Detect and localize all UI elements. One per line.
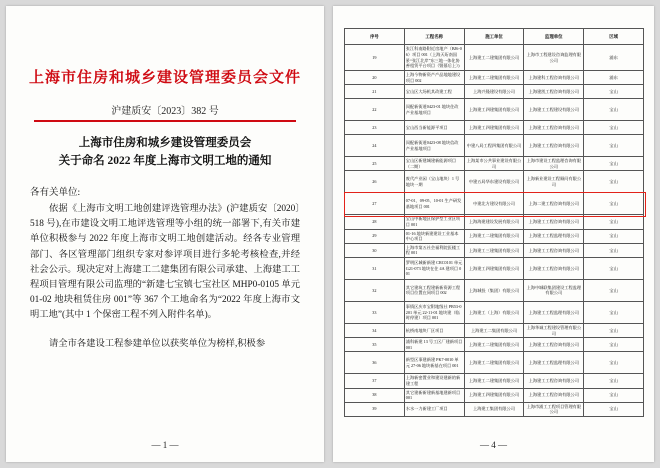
page-title-red: 上海市住房和城乡建设管理委员会文件 bbox=[28, 70, 301, 86]
left-page-number: — 1 — bbox=[151, 440, 179, 450]
cell-project: 其它建新新建新基地建新项目 001 bbox=[404, 388, 464, 402]
cell-district: 宝山 bbox=[584, 215, 644, 229]
cell-supervisor: 上海建工工程咨询有限公司 bbox=[524, 215, 584, 229]
cell-supervisor: 上海建工工程咨询有限公司 bbox=[524, 243, 584, 257]
table-body bbox=[345, 45, 644, 417]
table-row bbox=[345, 229, 644, 243]
table-row bbox=[345, 157, 644, 171]
cell-num: 24 bbox=[345, 135, 405, 157]
document-number: 沪建质安〔2023〕382 号 bbox=[111, 106, 219, 117]
cell-project: 其它建筑工程建新新资源工程项目位置在同项目 002 bbox=[404, 279, 464, 301]
table-row bbox=[345, 193, 644, 215]
cell-supervisor: 上海建工工程监理有限公司 bbox=[524, 229, 584, 243]
cell-supervisor: 上海建工工程监理有限公司 bbox=[524, 352, 584, 374]
table-row bbox=[345, 279, 644, 301]
cell-num: 29 bbox=[345, 229, 405, 243]
cell-num: 26 bbox=[345, 171, 405, 193]
cell-contractor: 上海建工三建集团有限公司 bbox=[464, 243, 524, 257]
cell-project: 宝山中新地区保护型工业区项目 001 bbox=[404, 215, 464, 229]
cell-contractor: 上海某市公共事业建设有限公司 bbox=[464, 157, 524, 171]
cell-num: 39 bbox=[345, 402, 405, 416]
cell-num: 30 bbox=[345, 243, 405, 257]
cell-contractor: 上海建工二建集团有限公司 bbox=[464, 352, 524, 374]
table-row bbox=[345, 257, 644, 279]
cell-project: 新型区事建新建 PK7-0010 单元 27-06 地块新基在项目 001 bbox=[404, 352, 464, 374]
cell-district: 宝山 bbox=[584, 352, 644, 374]
cell-district: 宝山 bbox=[584, 374, 644, 388]
cell-contractor: 中建北方建设有限公司 bbox=[464, 193, 524, 215]
cell-supervisor: 上海建工工程监理有限公司 bbox=[524, 301, 584, 323]
main-title bbox=[6, 134, 324, 170]
cell-contractor: 上海建工四建集团有限公司 bbox=[464, 388, 524, 402]
cell-num: 32 bbox=[345, 279, 405, 301]
cell-project: 罗明区城新新建 CRC0101 单元 G21-073 地块在住 4A 建项目 001 bbox=[404, 257, 464, 279]
cell-supervisor: 上海建凯工程咨询有限公司 bbox=[524, 85, 584, 99]
cell-district: 宝山 bbox=[584, 279, 644, 301]
right-page-number: — 4 — bbox=[480, 440, 507, 450]
cell-project: 上海市第五社会福利院医楼工程 001 bbox=[404, 243, 464, 257]
cell-num: 35 bbox=[345, 338, 405, 352]
cell-supervisor: 上海华诚工程建设管理有限公司 bbox=[524, 323, 584, 337]
cell-contractor: 中建五局华东建设有限公司 bbox=[464, 171, 524, 193]
cell-project: 闵配新街道0423-01 地块住改产业基地项目 bbox=[404, 99, 464, 121]
table-row bbox=[345, 71, 644, 85]
cell-project: 上海今物新资产产品地地建设项目 002 bbox=[404, 71, 464, 85]
table-row bbox=[345, 45, 644, 71]
project-table-wrapper bbox=[344, 28, 644, 417]
table-row bbox=[345, 323, 644, 337]
table-row bbox=[345, 135, 644, 157]
cell-num: 27 bbox=[345, 193, 405, 215]
cell-district: 宝山 bbox=[584, 121, 644, 135]
cell-num: 19 bbox=[345, 45, 405, 71]
cell-num: 22 bbox=[345, 99, 405, 121]
cell-contractor: 上海建工二建集团有限公司 bbox=[464, 45, 524, 71]
cell-supervisor: 上海二建工程咨询有限公司 bbox=[524, 193, 584, 215]
cell-num: 36 bbox=[345, 352, 405, 374]
main-title-line1: 上海市住房和城乡建设管理委员会 bbox=[78, 137, 252, 149]
cell-district: 宝山 bbox=[584, 193, 644, 215]
table-row bbox=[345, 338, 644, 352]
cell-district: 宝山 bbox=[584, 323, 644, 337]
cell-project: 闵配新街道0423-08 地块信改产业基地项目 bbox=[404, 135, 464, 157]
table-row bbox=[345, 301, 644, 323]
cell-project: 上海新密置业和建设建新的新建工程 bbox=[404, 374, 464, 388]
cell-supervisor: 上海市建设工程监理咨询有限公司 bbox=[524, 157, 584, 171]
cell-contractor: 上海兴隆建设有限公司 bbox=[464, 85, 524, 99]
cell-num: 25 bbox=[345, 157, 405, 171]
cell-district: 宝山 bbox=[584, 402, 644, 416]
cell-district: 宝山 bbox=[584, 338, 644, 352]
table-row bbox=[345, 215, 644, 229]
cell-supervisor: 上海新业建设工程顾问有限公司 bbox=[524, 171, 584, 193]
cell-num: 38 bbox=[345, 388, 405, 402]
table-row bbox=[345, 374, 644, 388]
cell-district: 浦东 bbox=[584, 45, 644, 71]
col-header-num: 序号 bbox=[345, 29, 405, 45]
cell-project: 浦科新建 13 号工区厂建新项目 001 bbox=[404, 338, 464, 352]
cell-project: 张江科南路附近房地产（BJ6-06）项目 001（上海天珩南国景“张江北岸”东三地一体化协善租赁平台项目（暨墓后上）) bbox=[404, 45, 464, 71]
red-divider bbox=[34, 120, 296, 122]
table-row bbox=[345, 352, 644, 374]
cell-contractor: 上海建工四建集团有限公司 bbox=[464, 99, 524, 121]
cell-district: 宝山 bbox=[584, 171, 644, 193]
cell-contractor: 上海建工二建集团有限公司 bbox=[464, 71, 524, 85]
cell-district: 宝山 bbox=[584, 99, 644, 121]
cell-district: 宝山 bbox=[584, 229, 644, 243]
cell-num: 21 bbox=[345, 85, 405, 99]
cell-supervisor: 上海建工工程咨询有限公司 bbox=[524, 374, 584, 388]
cell-project: 07-01、09-05、10-01 生产研发基地项目 001 bbox=[404, 193, 464, 215]
cell-project: 事情区庆市宝附地级社 PB53-0201 单元 22-11-01 地块建（临时停建）项目 001 bbox=[404, 301, 464, 323]
col-header-supervisor: 监理单位 bbox=[524, 29, 584, 45]
cell-district: 宝山 bbox=[584, 135, 644, 157]
cell-district: 宝山 bbox=[584, 157, 644, 171]
body-text bbox=[30, 202, 300, 352]
cell-contractor: 上海海建建设发展有限公司 bbox=[464, 215, 524, 229]
cell-contractor: 上海建工四建集团有限公司 bbox=[464, 121, 524, 135]
paragraph-2: 请全市各建设工程参建单位以获奖单位为榜样,积极参 bbox=[49, 338, 266, 349]
table-row bbox=[345, 85, 644, 99]
cell-num: 37 bbox=[345, 374, 405, 388]
cell-project: 宝山西当新能源平项目 bbox=[404, 121, 464, 135]
cell-supervisor: 上海市浦工工程项目管理有限公司 bbox=[524, 402, 584, 416]
table-row bbox=[345, 171, 644, 193]
table-header bbox=[345, 29, 644, 45]
project-table bbox=[344, 28, 644, 417]
cell-num: 23 bbox=[345, 121, 405, 135]
col-header-contractor: 施工单位 bbox=[464, 29, 524, 45]
cell-project: 水水一力新建工厂项目 bbox=[404, 402, 464, 416]
cell-supervisor: 上海建科工程咨询有限公司 bbox=[524, 71, 584, 85]
cell-num: 28 bbox=[345, 215, 405, 229]
table-row bbox=[345, 402, 644, 416]
cell-project: 01-16 地块新建建设工业基本中心项目 bbox=[404, 229, 464, 243]
left-document-page bbox=[6, 6, 324, 462]
cell-project: 杭桥南地块厂区项目 bbox=[404, 323, 464, 337]
cell-contractor: 上海建工四建集团有限公司 bbox=[464, 257, 524, 279]
cell-supervisor: 上海建工工程咨询有限公司 bbox=[524, 121, 584, 135]
col-header-district: 区域 bbox=[584, 29, 644, 45]
cell-district: 宝山 bbox=[584, 388, 644, 402]
table-row bbox=[345, 388, 644, 402]
cell-num: 34 bbox=[345, 323, 405, 337]
cell-contractor: 上海建工二集团有限公司 bbox=[464, 323, 524, 337]
cell-district: 宝山 bbox=[584, 243, 644, 257]
cell-supervisor: 上海建工工程咨询有限公司 bbox=[524, 338, 584, 352]
cell-supervisor: 上海建工工程咨询有限公司 bbox=[524, 135, 584, 157]
col-header-project: 工程名称 bbox=[404, 29, 464, 45]
cell-contractor: 中建八局工程四集团有限公司 bbox=[464, 135, 524, 157]
cell-supervisor: 上海建工工程咨询有限公司 bbox=[524, 388, 584, 402]
cell-supervisor: 上海市工程建设咨询监理有限公司 bbox=[524, 45, 584, 71]
cell-contractor: 上海建工二建集团有限公司 bbox=[464, 338, 524, 352]
cell-contractor: 上海建工二建集团有限公司 bbox=[464, 229, 524, 243]
cell-project: 宝山区大场机其改建工程 bbox=[404, 85, 464, 99]
main-title-line2: 关于命名 2022 年度上海市文明工地的通知 bbox=[58, 155, 272, 167]
cell-num: 31 bbox=[345, 257, 405, 279]
table-row bbox=[345, 121, 644, 135]
right-document-page bbox=[333, 6, 654, 462]
cell-contractor: 上海城投（集团）有限公司 bbox=[464, 279, 524, 301]
cell-contractor: 上海建工（上海）有限公司 bbox=[464, 301, 524, 323]
cell-district: 宝山 bbox=[584, 85, 644, 99]
cell-supervisor: 上海建工工程建设有限公司 bbox=[524, 99, 584, 121]
cell-project: 废代产业园（宝山地块）1 号地块一期 bbox=[404, 171, 464, 193]
cell-num: 33 bbox=[345, 301, 405, 323]
cell-supervisor: 上海中城联集团建设工程监理有限公司 bbox=[524, 279, 584, 301]
cell-district: 宝山 bbox=[584, 301, 644, 323]
cell-contractor: 上海建工二建集团有限公司 bbox=[464, 374, 524, 388]
cell-contractor: 上海建工集团有限公司 bbox=[464, 402, 524, 416]
cell-num: 20 bbox=[345, 71, 405, 85]
paragraph-1: 依据《上海市文明工地创建评选管理办法》(沪建质安〔2020〕518 号),在市建设文明工地评选管理等小组的统一部署下,有关市建单位积极参与 2022 年度上海市文明工地创建活动。经各专业管理部门、各区管理部门组织专家对参评项目进行多轮考核检查,并经社会公示。现决定对上海建工二建集团有限公司承建、上海建工工程项目管理有限公司监理的“新建七宝镇七宝社区 MHP0-0105 单元 01-02 地块租赁住房 001”等 367 个工地命名为“2022 年度上海市文明工地”(其中 1 个保密工程不列入附件名单)。 bbox=[30, 204, 300, 321]
cell-supervisor: 上海建工工程咨询有限公司 bbox=[524, 257, 584, 279]
cell-district: 宝山 bbox=[584, 257, 644, 279]
cell-project: 宝山区新建城建新能源项目（二期） bbox=[404, 157, 464, 171]
cell-district: 浦东 bbox=[584, 71, 644, 85]
table-row bbox=[345, 243, 644, 257]
table-row bbox=[345, 99, 644, 121]
salutation: 各有关单位: bbox=[30, 188, 81, 198]
